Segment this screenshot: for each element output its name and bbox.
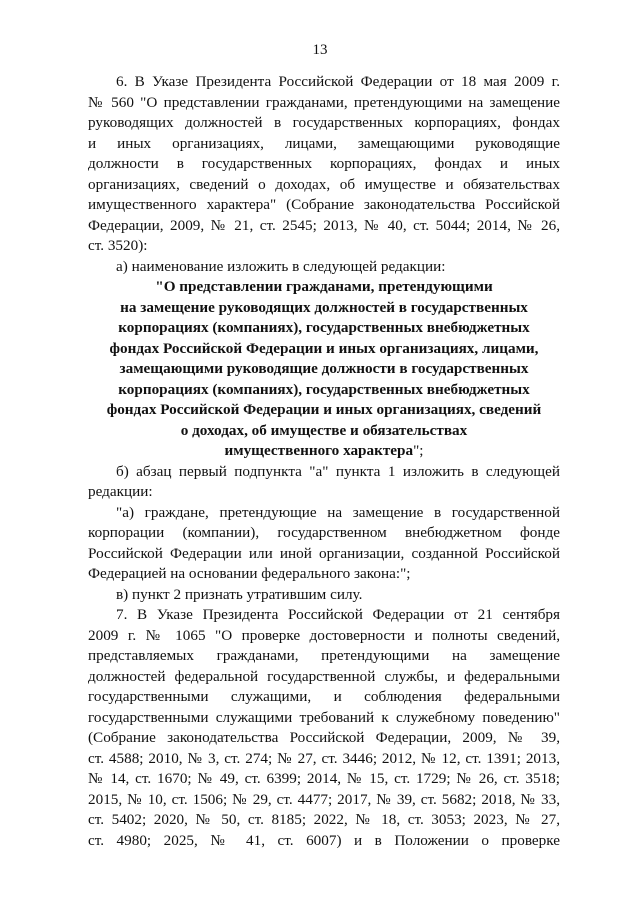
new-title-line: замещающими руководящие должности в государственных <box>119 360 529 377</box>
subitem-b-line: редакции: <box>88 483 153 500</box>
paragraph-7-line: ст. 4588; 2010, № 3, ст. 274; № 27, ст. 3446; 2012, № 12, ст. 1391; 2013, <box>88 749 560 767</box>
quoted-text-line: Федерацией на основании федерального закона:"; <box>88 565 411 582</box>
subitem-b-line: б) абзац первый подпункта "а" пункта 1 изложить в следующей <box>116 462 560 480</box>
paragraph-6-line: организациях, сведений о доходах, об имуществе и обязательствах <box>88 175 560 193</box>
paragraph-7-line: 7. В Указе Президента Российской Федерации от 21 сентября <box>116 606 560 623</box>
new-title-line: имущественного характера <box>224 442 414 459</box>
paragraph-6-line: № 560 "О представлении гражданами, претендующими на замещение <box>88 93 560 111</box>
paragraph-6-line: Федерации, 2009, № 21, ст. 2545; 2013, № 40, ст. 5044; 2014, № 26, <box>88 216 560 234</box>
paragraph-7-line: 2009 г. № 1065 "О проверке достоверности и полноты сведений, <box>88 626 560 644</box>
paragraph-7-line: ст. 5402; 2020, № 50, ст. 8185; 2022, № 18, ст. 3053; 2023, № 27, <box>88 811 560 828</box>
paragraph-7-line: (Собрание законодательства Российской Федерации, 2009, № 39, <box>88 729 560 746</box>
new-title-line: фондах Российской Федерации и иных организациях, лицами, <box>109 339 539 357</box>
paragraph-6-line: ст. 3520): <box>88 237 148 254</box>
paragraph-6-line: имущественного характера" (Собрание законодательства Российской <box>88 196 560 213</box>
closing-quote: "; <box>413 442 424 459</box>
new-title-line: "О представлении гражданами, претендующими <box>155 278 493 295</box>
paragraph-7-line: ст. 4980; 2025, № 41, ст. 6007) и в Положении о проверке <box>88 831 560 849</box>
quoted-text-line: Российской Федерации или иной организации, созданной Российской <box>88 544 560 562</box>
paragraph-7-line: представляемых гражданами, претендующими на замещение <box>88 647 560 664</box>
paragraph-7-line: должностей федеральной государственной службы, и федеральными <box>88 667 560 685</box>
paragraph-6-line: и иных организациях, лицами, замещающими руководящие <box>88 134 560 152</box>
subitem-a-line: а) наименование изложить в следующей редакции: <box>116 257 446 275</box>
paragraph-7-line: государственными служащими, и соблюдения федеральными <box>88 688 560 705</box>
new-title-line: на замещение руководящих должностей в государственных <box>120 298 528 316</box>
new-title-line: фондах Российской Федерации и иных организациях, сведений <box>106 401 542 418</box>
new-title-last-line <box>88 441 560 462</box>
new-title-line: корпорациях (компаниях), государственных внебюджетных <box>118 319 530 336</box>
paragraph-6-line: должности в государственных корпорациях, фондах и иных <box>88 155 560 172</box>
new-title-line: о доходах, об имуществе и обязательствах <box>180 421 468 439</box>
subitem-v-line: в) пункт 2 признать утратившим силу. <box>116 585 363 603</box>
new-title-line: корпорациях (компаниях), государственных внебюджетных <box>118 380 530 398</box>
page-number: 13 <box>312 42 328 58</box>
quoted-text-line: "а) граждане, претендующие на замещение в государственной <box>116 503 560 521</box>
paragraph-6-line: 6. В Указе Президента Российской Федерации от 18 мая 2009 г. <box>116 73 560 90</box>
document-body <box>88 72 560 851</box>
paragraph-6-line: руководящих должностей в государственных корпорациях, фондах <box>88 114 560 131</box>
paragraph-7-line: 2015, № 10, ст. 1506; № 29, ст. 4477; 2017, № 39, ст. 5682; 2018, № 33, <box>88 790 560 808</box>
paragraph-7-line: государственными служащими требований к служебному поведению" <box>88 708 560 726</box>
paragraph-7-line: № 14, ст. 1670; № 49, ст. 6399; 2014, № 15, ст. 1729; № 26, ст. 3518; <box>88 770 560 787</box>
quoted-text-line: корпорации (компании), государственном внебюджетном фонде <box>88 524 560 541</box>
